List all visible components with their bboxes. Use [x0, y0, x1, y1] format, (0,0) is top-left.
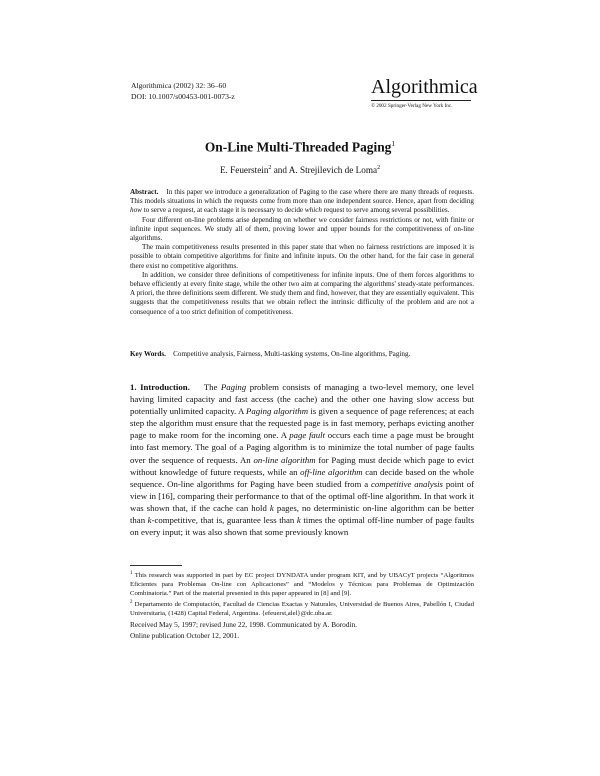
body-emph: Paging: [220, 382, 247, 392]
received-line: Received May 5, 1997; revised June 22, 1998. Communicated by A. Borodin.: [130, 620, 357, 629]
footnote-rule: [130, 565, 182, 566]
footnote-1-text: This research was supported in part by EC project DYNDATA under program KIT, and by UBACyT projects “Algoritmos Eficientes para Problemas On-line con Aplicaciones” and “Modelos y Técnicas para Problemas de Optimización Combinatoria.” Part of the material presented in this paper appeared in [8] and [9].: [130, 572, 474, 598]
body-emph: off-line algorithm: [300, 466, 363, 477]
keywords: [130, 350, 474, 359]
citation-line: Algorithmica (2002) 32: 36–60: [131, 81, 227, 90]
body-text: point of view in [16], comparing their performance to that of the optimal off-line algorithm. In that work it was shown that, if the cache can hold: [130, 478, 474, 513]
title-text: On-Line Multi-Threaded Paging: [204, 139, 392, 155]
body-emph: on-line algorithm: [253, 454, 316, 465]
paper-title: [0, 139, 600, 155]
abstract-emph: how: [130, 206, 142, 215]
doi-line: DOI: 10.1007/s00453-001-0073-z: [131, 92, 235, 101]
online-publication-line: Online publication October 12, 2001.: [130, 631, 240, 640]
body-text: -competitive, that is, guarantee less than: [151, 515, 297, 526]
introduction-section: [130, 381, 474, 538]
abstract-text: to serve a request, at each stage it is necessary to decide: [141, 206, 305, 215]
body-text: pages, no deterministic on-line algorithm can be better than: [130, 502, 474, 526]
author-1: E. Feuerstein: [219, 165, 269, 176]
abstract-paragraph: In addition, we consider three definitions of competitiveness for infinite inputs. One of them forces algorithms to behave efficiently at every finite stage, while the other two aim at comparing the algorithms' steady-state performances. A priori, the three definitions seem different. We study them and find, however, that they are essentially equivalent. This suggests that the competitiveness results that we obtain reflect the intrinsic difficulty of the problem and are not a consequence of a too strict definition of competitiveness.: [130, 270, 474, 316]
author-joiner: and: [271, 165, 289, 176]
footnote-1: [130, 570, 474, 599]
body-text: is given a sequence of page references; at each step the algorithm must ensure that the requested page is in fast memory, perhaps evicting another page to make room for the incoming one. A: [130, 406, 474, 441]
footnotes: [130, 570, 474, 619]
abstract-label: Abstract.: [130, 188, 159, 196]
keywords-text: Competitive analysis, Fairness, Multi-tasking systems, On-line algorithms, Paging.: [173, 350, 411, 358]
title-footnote-mark: 1: [391, 139, 396, 148]
body-text: can decide based on the whole sequence. On-line algorithms for Paging have been studied from a: [130, 466, 474, 489]
footnote-2: [130, 599, 474, 619]
body-emph: competitive analysis: [371, 478, 443, 489]
body-text: for Paging must decide which page to evict without knowledge of future requests, while an: [130, 454, 474, 477]
body-text: occurs each time a page must be brought into fast memory. The goal of a Paging algorithm is to minimize the total number of page faults over the sequence of requests. An: [130, 430, 474, 465]
math-var: k: [269, 502, 274, 513]
abstract-text: In this paper we introduce a generalization of Paging to the case where there are many threads of requests. This models situations in which the requests come from more than one independent source. Hence, apart from deciding: [130, 188, 474, 206]
journal-masthead: [371, 76, 478, 109]
abstract-text: request to serve among several possibilities.: [321, 206, 450, 215]
abstract-paragraph: [130, 188, 474, 216]
footnote-2-text: Departamento de Computación, Facultad de Ciencias Exactas y Naturales, Universidad de Buenos Aires, Pabellón I, Ciudad Universitaria, (1428) Capital Federal, Argentina. {efeuerst,alel}@dc.uba.ar.: [130, 601, 474, 618]
journal-name: Algorithmica: [371, 77, 471, 101]
body-text: times the optimal off-line number of page faults on every input; it was also shown that some previously known: [130, 515, 474, 538]
keywords-label: Key Words.: [130, 350, 166, 358]
copyright-line: © 2002 Springer-Verlag New York Inc.: [371, 103, 453, 109]
body-emph: page fault: [289, 430, 326, 441]
body-paragraph: [130, 381, 474, 538]
body-text: The: [203, 382, 221, 392]
math-var: k: [296, 515, 301, 526]
abstract: [130, 188, 474, 317]
author-line: [0, 165, 600, 175]
citation-header: [131, 80, 235, 102]
section-heading: 1. Introduction.: [130, 382, 190, 392]
abstract-emph: which: [304, 206, 322, 215]
author-1-mark: 2: [268, 165, 272, 171]
author-2: A. Strejilevich de Loma: [288, 165, 378, 176]
publication-history: [130, 619, 474, 641]
footnote-2-mark: 2: [130, 599, 133, 605]
footnote-1-mark: 1: [130, 571, 133, 576]
body-emph: Paging algorithm: [246, 406, 309, 417]
body-text: problem consists of managing a two-level memory, one level having limited capacity and fast access (the cache) and the other one having slow access but potentially unlimited capacity. A: [130, 382, 474, 417]
author-2-mark: 2: [377, 165, 381, 171]
abstract-paragraph: Four different on-line problems arise depending on whether we consider fairness restrictions or not, with finite or infinite input sequences. We study all of them, proving lower and upper bounds for the competitiveness of on-line algorithms.: [130, 215, 474, 243]
abstract-paragraph: The main competitiveness results presented in this paper state that when no fairness restrictions are imposed it is possible to obtain competitive algorithms for finite and infinite inputs. On the other hand, for the fair case in general there exist no competitive algorithms.: [130, 243, 474, 270]
math-var: k: [147, 515, 152, 526]
